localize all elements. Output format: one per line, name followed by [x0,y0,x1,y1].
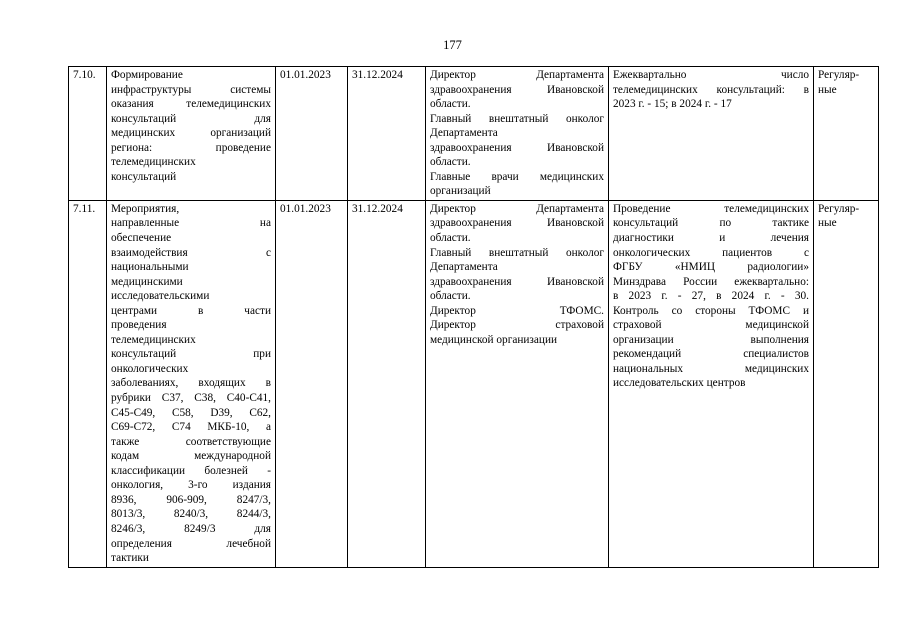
cell-line: инфраструктуры системы [111,83,271,96]
cell-line: организации выполнения [613,333,809,346]
cell-line: здравоохранения Ивановской [430,141,604,154]
cell-line: здравоохранения Ивановской [430,83,604,96]
result-cell [609,67,814,201]
cell-line: Главный внештатный онколог [430,112,604,125]
cell-line: страховой медицинской [613,319,809,332]
cell-line: медицинской организации [430,333,558,346]
cell-line: Директор ТФОМС. [430,304,604,317]
cell-line: Главный внештатный онколог [430,246,604,259]
cell-line: диагностики и лечения [613,232,809,245]
cell-line: онкология, 3-го издания [111,479,271,492]
cell-line: центрами в части [111,304,271,317]
cell-line: Главные врачи медицинских [430,170,604,183]
cell-line: области. [430,290,471,303]
page-number: 177 [443,38,462,52]
cell-line: Мероприятия, [111,202,180,215]
cell-line: 8013/3, 8240/3, 8244/3, [111,508,271,521]
responsible-cell [426,200,609,567]
cell-line: классификации болезней - [111,464,271,477]
frequency-cell [814,67,879,201]
cell-line: Регуляр- [818,69,860,81]
activity-cell [107,200,276,567]
cell-line: области. [430,156,471,169]
cell-line: медицинскими [111,275,183,288]
cell-line: Ежеквартально число [613,69,809,81]
cell-line: национальными [111,261,189,274]
cell-line: направленные на [111,217,271,230]
cell-line: C69-C72, C74 МКБ-10, а [111,421,271,434]
cell-line: региона: проведение [111,141,271,154]
start-date: 01.01.2023 [276,200,348,567]
cell-line: 8936, 906-909, 8247/3, [111,493,271,506]
cell-line: Формирование [111,69,183,81]
cell-line: Регуляр- [818,202,860,215]
cell-line: консультаций [111,170,177,183]
cell-line: консультаций при [111,348,271,361]
cell-line: 8246/3, 8249/3 для [111,522,271,535]
cell-line: рубрики C37, C38, C40-C41, [111,392,271,405]
cell-line: также соответствующие [111,435,271,448]
end-date: 31.12.2024 [348,200,426,567]
cell-line: области. [430,232,471,245]
cell-line: онкологических пациентов с [613,246,809,259]
cell-line: ФГБУ «НМИЦ радиологии» [613,261,809,274]
responsible-cell [426,67,609,201]
cell-line: организаций [430,185,491,198]
cell-line: консультаций по тактике [613,217,809,230]
table-row [69,200,879,567]
cell-line: области. [430,98,471,111]
cell-line: кодам международной [111,450,271,463]
cell-line: Директор Департамента [430,69,604,81]
cell-line: обеспечение [111,232,172,245]
cell-line: исследовательских центров [613,377,746,390]
cell-line: исследовательскими [111,290,210,303]
cell-line: проведения [111,319,167,332]
cell-line: Проведение телемедицинских [613,202,809,215]
cell-line: онкологических [111,362,189,375]
cell-line: здравоохранения Ивановской [430,275,604,288]
cell-line: Контроль со стороны ТФОМС и [613,304,809,317]
cell-line: медицинских организаций [111,127,271,140]
cell-line: Минздрава России ежеквартально: [613,275,809,288]
cell-line: телемедицинских консультаций: в [613,83,809,96]
cell-line: Департамента [430,261,498,274]
result-cell [609,200,814,567]
cell-line: здравоохранения Ивановской [430,217,604,230]
cell-line: тактики [111,552,149,565]
end-date: 31.12.2024 [348,67,426,201]
cell-line: консультаций для [111,112,271,125]
cell-line: рекомендаций специалистов [613,348,809,361]
cell-line: 2023 г. - 15; в 2024 г. - 17 [613,98,732,111]
activities-table [68,66,879,568]
cell-line: оказания телемедицинских [111,98,271,111]
cell-line: C45-C49, C58, D39, C62, [111,406,271,419]
cell-line: заболеваниях, входящих в [111,377,271,390]
cell-line: ные [818,217,837,230]
activity-cell [107,67,276,201]
cell-line: взаимодействия с [111,246,271,259]
cell-line: в 2023 г. - 27, в 2024 г. - 30. [613,290,809,303]
cell-line: определения лечебной [111,537,271,550]
row-number: 7.11. [69,200,107,567]
start-date: 01.01.2023 [276,67,348,201]
cell-line: ные [818,83,837,96]
cell-line: Директор Департамента [430,202,604,215]
cell-line: национальных медицинских [613,362,809,375]
cell-line: Департамента [430,127,498,140]
table-row [69,67,879,201]
frequency-cell [814,200,879,567]
cell-line: Директор страховой [430,319,604,332]
cell-line: телемедицинских [111,333,196,346]
row-number: 7.10. [69,67,107,201]
cell-line: телемедицинских [111,156,196,169]
